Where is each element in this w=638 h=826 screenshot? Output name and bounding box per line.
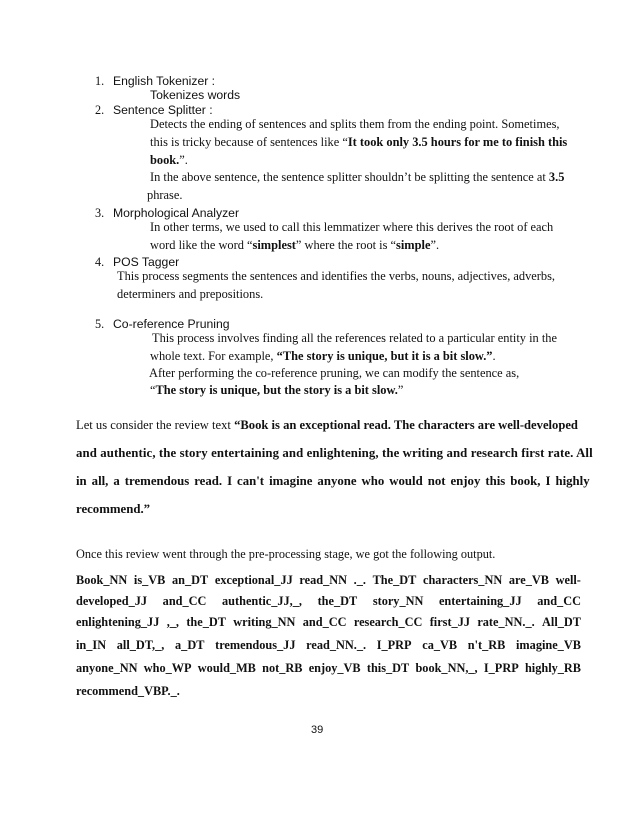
item-5-line-2	[150, 349, 496, 364]
item-5-line-4	[150, 383, 403, 398]
item-5-bold-example: “The story is unique, but it is a bit slow.”	[276, 349, 493, 363]
tag-token: book_NN,_,	[415, 661, 478, 675]
item-3-line-2	[150, 238, 439, 253]
item-1-number: 1.	[95, 74, 105, 88]
item-3-bold-simple: simple	[396, 238, 431, 252]
review-line-2: and authentic, the story entertaining and enlightening, the writing and research first rate. All	[76, 446, 593, 460]
tag-token: imagine_VB	[516, 638, 581, 652]
tag-token: who_WP	[143, 661, 192, 675]
output-intro: Once this review went through the pre-processing stage, we got the following output.	[76, 547, 496, 561]
item-2-line-4	[150, 170, 564, 185]
item-2-bold-number: 3.5	[548, 170, 565, 184]
tag-token: story_NN	[372, 594, 424, 608]
item-5-quote-close: ”	[397, 383, 404, 397]
tag-token: and_CC	[537, 594, 581, 608]
page-number: 39	[311, 724, 324, 736]
item-5-bold-result: The story is unique, but the story is a bit slow.	[155, 383, 398, 397]
tag-token: ,_,	[166, 615, 179, 629]
tag-token: and_CC	[302, 615, 347, 629]
review-text-1: “Book is an exceptional read. The characters are well-developed	[234, 418, 578, 432]
item-2-line-5: phrase.	[147, 188, 183, 202]
item-2-quote-end: ”.	[179, 153, 188, 167]
tag-token: writing_NN	[233, 615, 296, 629]
item-3-bold-simplest: simplest	[252, 238, 296, 252]
item-3-text: word like the word “	[150, 238, 253, 252]
tag-token: I_PRP	[483, 661, 519, 675]
tag-token: authentic_JJ,_,	[222, 594, 302, 608]
tag-token: exceptional_JJ	[214, 573, 293, 587]
item-2-text-2: In the above sentence, the sentence splitter shouldn’t be splitting the sentence at	[150, 170, 549, 184]
tagged-line-6: recommend_VBP._.	[76, 684, 180, 698]
review-line-1	[76, 418, 578, 433]
item-5-text: whole text. For example,	[150, 349, 277, 363]
tag-token: The_DT	[372, 573, 417, 587]
tag-token: this_DT	[366, 661, 410, 675]
item-3-title: Morphological Analyzer	[113, 206, 240, 220]
tagged-line-2	[76, 594, 581, 609]
review-intro: Let us consider the review text	[76, 418, 235, 432]
item-5-line-3: After performing the co-reference pruning, we can modify the sentence as,	[149, 366, 520, 380]
item-2-text: this is tricky because of sentences like “	[150, 135, 348, 149]
tag-token: is_VB	[133, 573, 166, 587]
tag-token: well-	[555, 573, 581, 587]
tag-token: developed_JJ	[76, 594, 148, 608]
item-5-period: .	[492, 349, 496, 363]
item-5-quote-open: “	[150, 383, 156, 397]
item-1-title: English Tokenizer :	[113, 74, 216, 88]
tag-token: in_IN	[76, 638, 107, 652]
tag-token: not_RB	[262, 661, 303, 675]
item-3-text-2: ” where the root is “	[295, 238, 397, 252]
tag-token: an_DT	[172, 573, 209, 587]
item-2-bold-example: It took only 3.5 hours for me to finish this	[347, 135, 568, 149]
item-4-number: 4.	[95, 255, 105, 269]
review-line-3: in all, a tremendous read. I can't imagine anyone who would not enjoy this book, I highly	[76, 474, 590, 488]
tag-token: first_JJ	[429, 615, 470, 629]
item-4-title: POS Tagger	[113, 255, 180, 269]
item-2-line-3	[150, 153, 188, 168]
tag-token: a_DT	[175, 638, 205, 652]
tag-token: n't_RB	[467, 638, 506, 652]
tag-token: ._.	[353, 573, 366, 587]
item-5-line-1: This process involves finding all the references related to a particular entity in the	[152, 331, 557, 345]
item-4-line-2: determiners and prepositions.	[117, 287, 264, 301]
tag-token: and_CC	[162, 594, 207, 608]
tag-token: would_MB	[197, 661, 256, 675]
item-2-line-2	[150, 135, 567, 150]
tag-token: enjoy_VB	[308, 661, 361, 675]
tag-token: rate_NN._.	[477, 615, 535, 629]
tag-token: are_VB	[508, 573, 549, 587]
item-2-line-1: Detects the ending of sentences and splits them from the ending point. Sometimes,	[150, 117, 560, 131]
tag-token: characters_NN	[423, 573, 503, 587]
item-5-title: Co-reference Pruning	[113, 317, 230, 331]
tagged-line-1	[76, 573, 581, 588]
tag-token: tremendous_JJ	[215, 638, 296, 652]
item-5-number: 5.	[95, 317, 105, 331]
tag-token: research_CC	[353, 615, 423, 629]
tag-token: the_DT	[186, 615, 226, 629]
tag-token: highly_RB	[524, 661, 581, 675]
tag-token: anyone_NN	[76, 661, 138, 675]
item-2-title: Sentence Splitter :	[113, 103, 213, 117]
tagged-line-4	[76, 638, 581, 653]
tag-token: entertaining_JJ	[438, 594, 522, 608]
tag-token: read_NN._.	[306, 638, 367, 652]
item-3-line-1: In other terms, we used to call this lemmatizer where this derives the root of each	[150, 220, 554, 234]
tagged-line-5	[76, 661, 581, 676]
item-3-text-3: ”.	[430, 238, 440, 252]
tag-token: enlightening_JJ	[76, 615, 160, 629]
item-4-line-1: This process segments the sentences and identifies the verbs, nouns, adjectives, adverbs,	[117, 269, 556, 283]
item-2-number: 2.	[95, 103, 105, 117]
tag-token: the_DT	[317, 594, 358, 608]
tag-token: I_PRP	[376, 638, 412, 652]
tag-token: ca_VB	[422, 638, 458, 652]
item-2-bold-book: book.	[150, 153, 180, 167]
review-line-4: recommend.”	[76, 502, 151, 516]
item-3-number: 3.	[95, 206, 105, 220]
tagged-line-3	[76, 615, 581, 630]
tag-token: all_DT,_,	[116, 638, 165, 652]
tag-token: read_NN	[299, 573, 347, 587]
tag-token: Book_NN	[76, 573, 128, 587]
tag-token: All_DT	[542, 615, 581, 629]
item-1-desc: Tokenizes words	[150, 88, 241, 102]
